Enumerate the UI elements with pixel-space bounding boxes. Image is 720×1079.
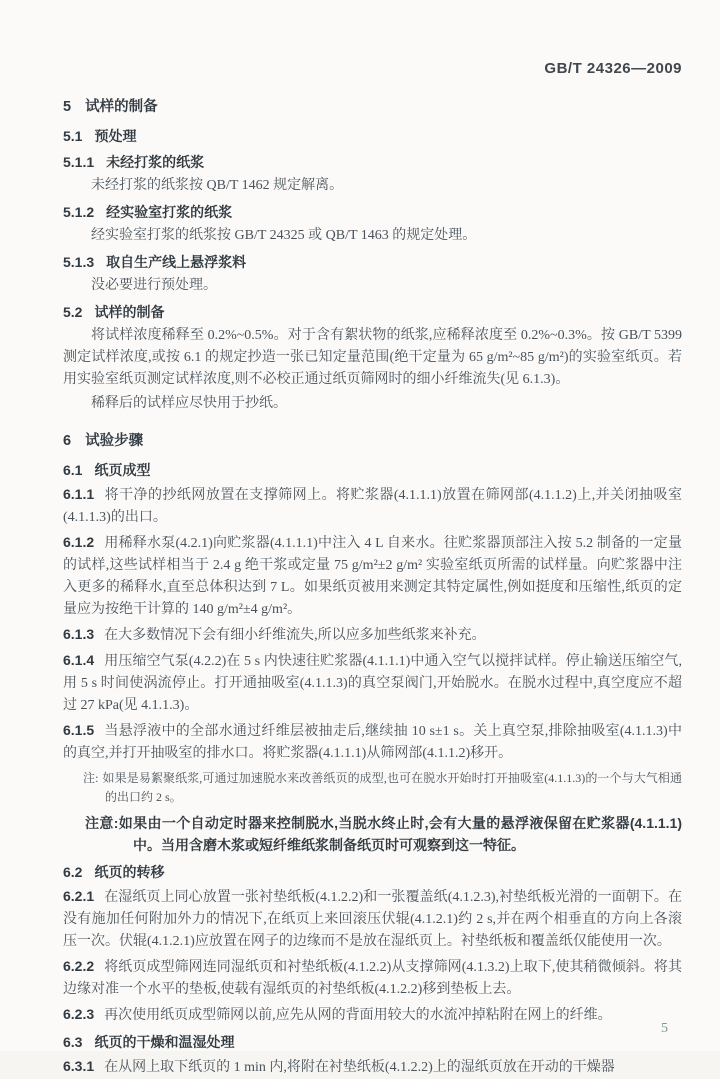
paragraph-text: 用压缩空气泵(4.2.2)在 5 s 内快速往贮浆器(4.1.1.1)中通入空气以搅拌试样。停止输送压缩空气,用 5 s 时间使涡流停止。打开通抽吸室(4.1.1.3)的真空泵阀门,开始脱水。在脱水过程中,真空度应不超过 27 kPa(见 4.1.1.3)。 bbox=[63, 654, 682, 713]
section-number: 6.1 bbox=[63, 462, 83, 478]
clause-paragraph bbox=[63, 531, 682, 621]
section-number: 5.1.2 bbox=[63, 204, 95, 220]
paragraph-text: 未经打浆的纸浆按 QB/T 1462 规定解离。 bbox=[91, 178, 344, 193]
paragraph-text: 将纸页成型筛网连同湿纸页和衬垫纸板(4.1.2.2)从支撑筛网(4.1.3.2)上取下,使其稍微倾斜。将其边缘对准一个水平的垫板,使载有湿纸页的衬垫纸板(4.1.2.2)移到垫板上去。 bbox=[63, 960, 682, 997]
section-heading bbox=[63, 201, 682, 223]
heading-text: 试样的制备 bbox=[85, 99, 158, 115]
paragraph-text: 用稀释水泵(4.2.1)向贮浆器(4.1.1.1)中注入 4 L 自来水。往贮浆器顶部注入按 5.2 制备的一定量的试样,这些试样相当于 2.4 g 绝干浆或定量 75 g/m²±2 g/m² 实验室纸页所需的试样量。向贮浆器中注入更多的稀释水,直至总体积达到 7 L。如果纸页被用来测定其特定属性,例如挺度和压缩性,纸页的定量应为按绝干计算的 140 g/m²±4 g/m²。 bbox=[63, 536, 682, 617]
standard-number: GB/T 24326—2009 bbox=[544, 60, 682, 77]
clause-paragraph bbox=[63, 649, 682, 717]
clause-number: 6.1.5 bbox=[63, 722, 95, 738]
paragraph-text: 在从网上取下纸页的 1 min 内,将附在衬垫纸板(4.1.2.2)上的湿纸页放在开动的干燥器 bbox=[104, 1060, 615, 1075]
clause-number: 6.1.3 bbox=[63, 626, 95, 642]
clause-paragraph bbox=[63, 885, 682, 953]
paragraph-text: 将干净的抄纸网放置在支撑筛网上。将贮浆器(4.1.1.1)放置在筛网部(4.1.1.2)上,并关闭抽吸室(4.1.1.3)的出口。 bbox=[63, 488, 682, 525]
paragraph-text: 当悬浮液中的全部水通过纤维层被抽走后,继续抽 10 s±1 s。关上真空泵,排除抽吸室(4.1.1.3)中的真空,并打开抽吸室的排水口。将贮浆器(4.1.1.1)从筛网部(4.1.1.2)移开。 bbox=[63, 724, 682, 761]
notice-label: 注意: bbox=[85, 815, 119, 831]
section-heading bbox=[63, 861, 682, 883]
body-paragraph bbox=[63, 225, 682, 247]
clause-paragraph bbox=[63, 955, 682, 1001]
body-paragraph bbox=[63, 275, 682, 297]
heading-text: 经实验室打浆的纸浆 bbox=[106, 204, 233, 220]
clause-paragraph bbox=[63, 483, 682, 529]
paragraph-text: 稀释后的试样应尽快用于抄纸。 bbox=[91, 396, 287, 411]
body-paragraph bbox=[63, 325, 682, 391]
clause-paragraph bbox=[63, 1003, 682, 1027]
heading-text: 预处理 bbox=[94, 128, 137, 144]
paragraph-text: 将试样浓度稀释至 0.2%~0.5%。对于含有絮状物的纸浆,应稀释浓度至 0.2%~0.3%。按 GB/T 5399 测定试样浓度,或按 6.1 的规定抄造一张已知定量范围(绝干定量为 65 g/m²~85 g/m²)的实验室纸页。若用实验室纸页测定试样浓度,则不必校正通过纸页筛网时的细小纤维流失(见 6.1.3)。 bbox=[63, 328, 682, 387]
body-paragraph bbox=[63, 393, 682, 415]
heading-text: 纸页的转移 bbox=[94, 864, 165, 880]
clause-paragraph bbox=[63, 623, 682, 647]
body-paragraph bbox=[63, 175, 682, 197]
clause-number: 6.2.3 bbox=[63, 1006, 95, 1022]
heading-text: 取自生产线上悬浮浆料 bbox=[106, 254, 247, 270]
note-label: 注: bbox=[83, 771, 99, 785]
section-number: 5 bbox=[63, 99, 72, 115]
document-body bbox=[63, 96, 682, 1079]
section-number: 5.1.1 bbox=[63, 154, 95, 170]
paragraph-text: 如果是易絮聚纸浆,可通过加速脱水来改善纸页的成型,也可在脱水开始时打开抽吸室(4.1.1.3)的一个与大气相通的出口约 2 s。 bbox=[102, 771, 682, 804]
section-heading bbox=[63, 301, 682, 323]
clause-number: 6.2.1 bbox=[63, 888, 95, 904]
section-heading bbox=[63, 251, 682, 273]
clause-number: 6.1.1 bbox=[63, 486, 95, 502]
section-heading bbox=[63, 125, 682, 147]
note-paragraph bbox=[83, 769, 682, 807]
clause-paragraph bbox=[63, 1055, 682, 1079]
paragraph-text: 在湿纸页上同心放置一张衬垫纸板(4.1.2.2)和一张覆盖纸(4.1.2.3),衬垫纸板光滑的一面朝下。在没有施加任何附加外力的情况下,在纸页上来回滚压伏辊(4.1.2.1)约 2 s,并在两个相垂直的方向上各滚压一次。伏辊(4.1.2.1)应放置在网子的边缘而不是放在湿纸页上。衬垫纸板和覆盖纸仅能使用一次。 bbox=[63, 890, 682, 949]
section-number: 6.2 bbox=[63, 864, 83, 880]
section-number: 5.1 bbox=[63, 128, 83, 144]
paragraph-text: 如果由一个自动定时器来控制脱水,当脱水终止时,会有大量的悬浮液保留在贮浆器(4.1.1.1)中。当用含磨木浆或短纤维纸浆制备纸页时可观察到这一特征。 bbox=[118, 815, 682, 853]
heading-text: 纸页的干燥和温湿处理 bbox=[94, 1034, 235, 1050]
section-number: 6.3 bbox=[63, 1034, 83, 1050]
clause-number: 6.2.2 bbox=[63, 958, 95, 974]
page-header bbox=[63, 58, 682, 80]
clause-number: 6.1.4 bbox=[63, 652, 95, 668]
section-heading bbox=[63, 1031, 682, 1053]
page-footer bbox=[661, 1019, 668, 1037]
heading-text: 试样的制备 bbox=[94, 304, 165, 320]
paragraph-text: 没必要进行预处理。 bbox=[91, 278, 217, 293]
chapter-heading bbox=[63, 96, 682, 118]
notice-paragraph bbox=[85, 812, 682, 856]
paragraph-text: 在大多数情况下会有细小纤维流失,所以应多加些纸浆来补充。 bbox=[104, 628, 486, 643]
section-heading bbox=[63, 151, 682, 173]
section-heading bbox=[63, 459, 682, 481]
section-number: 5.1.3 bbox=[63, 254, 95, 270]
chapter-heading bbox=[63, 430, 682, 452]
clause-number: 6.3.1 bbox=[63, 1058, 95, 1074]
section-number: 6 bbox=[63, 433, 72, 449]
clause-number: 6.1.2 bbox=[63, 534, 95, 550]
heading-text: 纸页成型 bbox=[94, 462, 151, 478]
heading-text: 未经打浆的纸浆 bbox=[106, 154, 205, 170]
paragraph-text: 经实验室打浆的纸浆按 GB/T 24325 或 QB/T 1463 的规定处理。 bbox=[91, 228, 477, 243]
heading-text: 试验步骤 bbox=[85, 433, 144, 449]
page-number: 5 bbox=[661, 1021, 668, 1036]
clause-paragraph bbox=[63, 719, 682, 765]
section-number: 5.2 bbox=[63, 304, 83, 320]
paragraph-text: 再次使用纸页成型筛网以前,应先从网的背面用较大的水流冲掉粘附在网上的纤维。 bbox=[104, 1008, 612, 1023]
